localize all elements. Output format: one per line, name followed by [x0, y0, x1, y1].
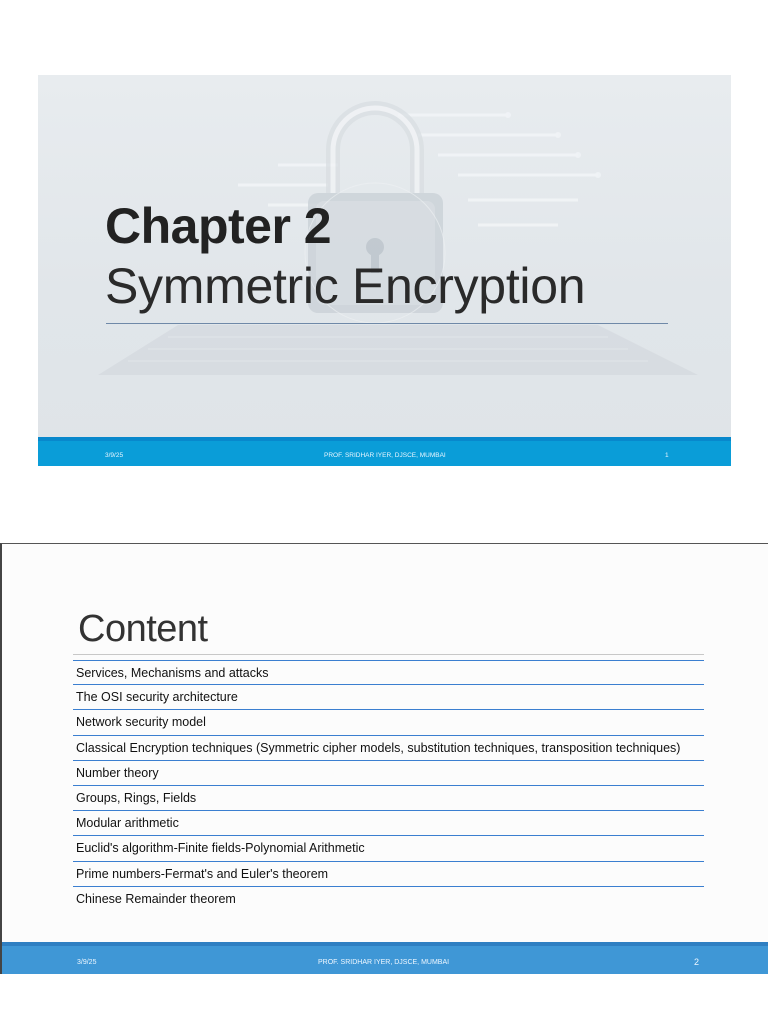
- list-item: Services, Mechanisms and attacks: [73, 660, 704, 685]
- padlock-laptop-background-image: [38, 75, 731, 437]
- list-item: Prime numbers-Fermat's and Euler's theorem: [73, 862, 704, 887]
- slide-1-footer: [38, 437, 731, 466]
- footer-author: PROF. SRIDHAR IYER, DJSCE, MUMBAI: [324, 452, 446, 459]
- list-item: Classical Encryption techniques (Symmetric cipher models, substitution techniques, transposition techniques): [73, 736, 704, 761]
- slide-2-footer: [2, 942, 768, 974]
- chapter-title: Chapter 2: [105, 198, 332, 254]
- footer-page-number: 2: [694, 957, 700, 967]
- list-item: Number theory: [73, 761, 704, 786]
- list-item: Network security model: [73, 710, 704, 735]
- content-list: [73, 660, 704, 912]
- slide-1: [38, 75, 731, 466]
- chapter-subtitle: Symmetric Encryption: [105, 258, 586, 314]
- list-item: Modular arithmetic: [73, 811, 704, 836]
- footer-date: 3/9/25: [77, 959, 97, 966]
- title-underline: [73, 654, 704, 655]
- footer-date: 3/9/25: [105, 452, 124, 459]
- slide-2: [0, 543, 768, 974]
- list-item: Euclid's algorithm-Finite fields-Polynomial Arithmetic: [73, 836, 704, 861]
- list-item: Groups, Rings, Fields: [73, 786, 704, 811]
- footer-page-number: 1: [665, 452, 669, 459]
- footer-author: PROF. SRIDHAR IYER, DJSCE, MUMBAI: [318, 959, 450, 966]
- list-item: The OSI security architecture: [73, 685, 704, 710]
- list-item: Chinese Remainder theorem: [76, 891, 236, 906]
- title-divider: [106, 323, 668, 324]
- content-title: Content: [78, 608, 208, 650]
